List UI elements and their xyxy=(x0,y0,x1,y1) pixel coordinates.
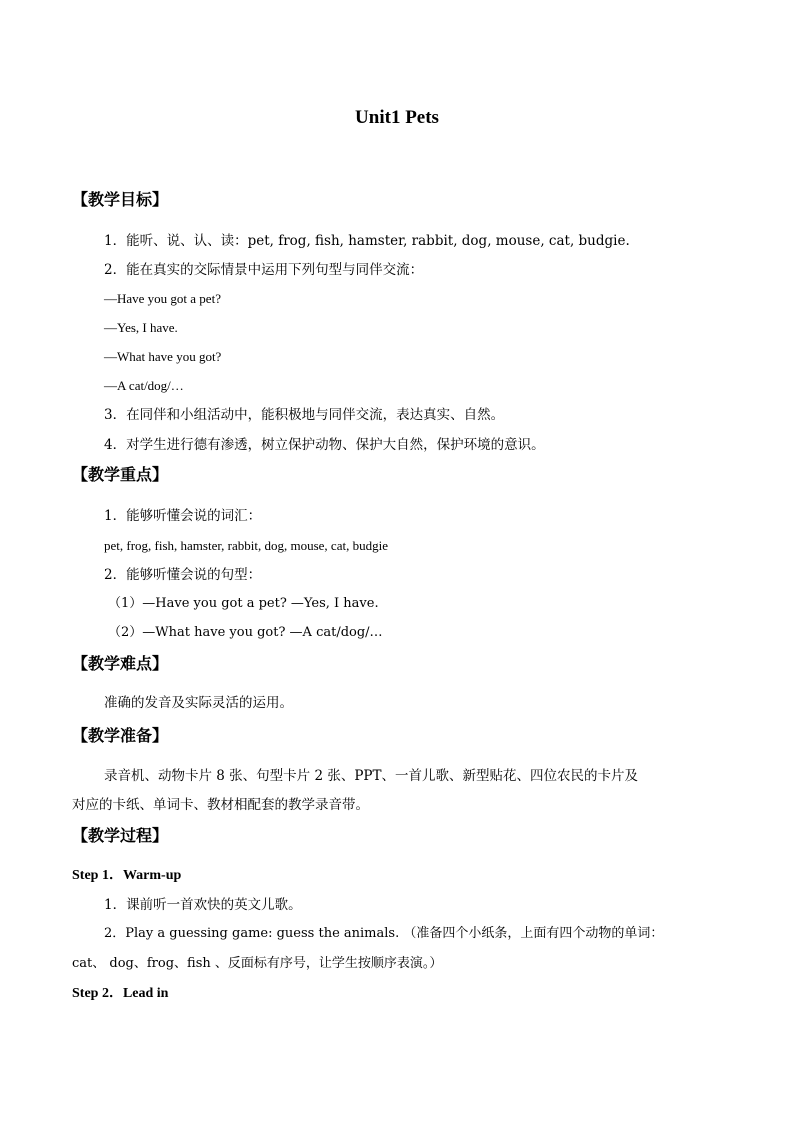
key-point-item-2: 2．能够听懂会说的句型： xyxy=(104,567,262,583)
difficulties-text: 准确的发音及实际灵活的运用。 xyxy=(104,695,293,711)
objective-item-2: 2．能在真实的交际情景中运用下列句型与同伴交流： xyxy=(104,262,424,278)
objective-item-4: 4．对学生进行德有渗透，树立保护动物、保护大自然，保护环境的意识。 xyxy=(104,437,545,453)
key-point-vocab: pet, frog, fish, hamster, rabbit, dog, mouse, cat, budgie xyxy=(104,538,388,553)
step-2-title: Step 2．Lead in xyxy=(72,986,169,1001)
page-title: Unit1 Pets xyxy=(355,107,439,128)
step-1-item-2-cont: cat、 dog、frog、fish 、反面标有序号，让学生按顺序表演。） xyxy=(72,956,443,971)
step-1-item-2: 2．Play a guessing game: guess the animals. （准备四个小纸条，上面有四个动物的单词： xyxy=(104,926,664,941)
dialogue-line-1: —Have you got a pet? xyxy=(104,291,221,306)
objective-item-1: 1．能听、说、认、读：pet, frog, fish, hamster, rabbit, dog, mouse, cat, budgie. xyxy=(104,233,630,249)
dialogue-line-3: —What have you got? xyxy=(104,349,222,364)
preparation-line-2: 对应的卡纸、单词卡、教材相配套的教学录音带。 xyxy=(72,797,369,813)
section-heading-process: 【教学过程】 xyxy=(72,826,169,845)
dialogue-line-2: —Yes, I have. xyxy=(104,320,178,335)
preparation-line-1: 录音机、动物卡片 8 张、句型卡片 2 张、PPT、一首儿歌、新型贴花、四位农民的卡片及 xyxy=(104,768,639,784)
step-1-item-1: 1．课前听一首欢快的英文儿歌。 xyxy=(104,897,302,913)
dialogue-line-4: —A cat/dog/… xyxy=(104,378,184,393)
section-heading-key-points: 【教学重点】 xyxy=(72,465,169,484)
key-point-sentence-1: （1）—Have you got a pet? —Yes, I have. xyxy=(108,596,379,611)
key-point-sentence-2: （2）—What have you got? —A cat/dog/… xyxy=(108,625,383,640)
section-heading-objectives: 【教学目标】 xyxy=(72,190,169,209)
objective-item-3: 3．在同伴和小组活动中，能积极地与同伴交流，表达真实、自然。 xyxy=(104,407,505,423)
step-1-title: Step 1．Warm-up xyxy=(72,868,182,883)
section-heading-difficulties: 【教学难点】 xyxy=(72,654,169,673)
section-heading-preparation: 【教学准备】 xyxy=(72,726,169,745)
key-point-item-1: 1．能够听懂会说的词汇： xyxy=(104,508,262,524)
